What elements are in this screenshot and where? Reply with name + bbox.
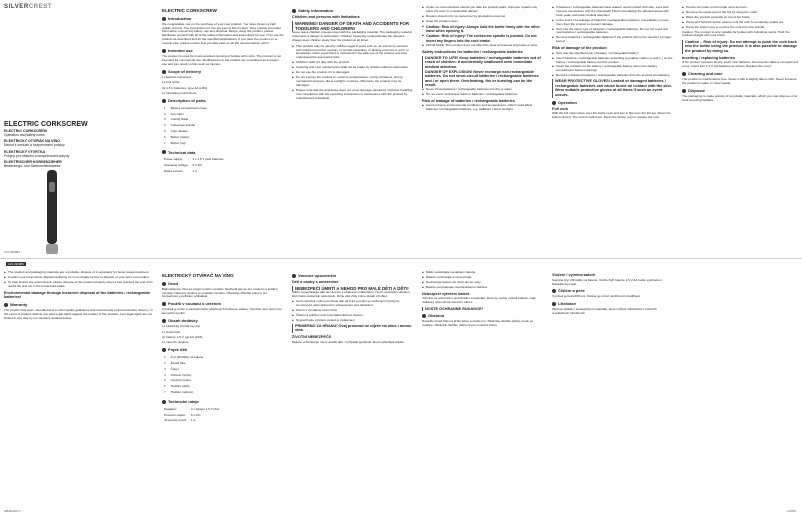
page-6	[4, 259, 154, 516]
list-item: ■ Nevhazujte baterie do ohně ani do vody.	[422, 281, 544, 285]
batt-text: If the product operates slowly, insert new batteries. Remove the battery compartment cover. Insert four 1.5 V AA batteries as shown. Replace the cover.	[682, 60, 799, 69]
disposal-text: The packaging is made entirely of recyclable materials, which you may dispose of at local recycling facilities.	[682, 93, 798, 102]
caution-item: ■ Caution: Risk of injury! The corkscrew spindle is pointed. Do not insert any fingers into the cork intake.	[422, 34, 544, 43]
warranty-text: The product has been manufactured to strict quality guidelines and meticulously examined before delivery. In the event of product defects you have legal rights against the retailer of this product. Your legal rights are not limited in any way by our warranty detailed below.	[4, 307, 153, 320]
bullet-icon	[162, 150, 166, 154]
list-item: ■ This product may be used by children aged 8 years and up, as well as by persons with reduced physical, sensory or mental capacities, or lacking experience and / or knowledge, when supervised or instructed in the safe use of the product and they understand the associated risks.	[292, 45, 414, 61]
subheading: Risk of damage of the product	[552, 46, 607, 51]
page-2	[292, 0, 414, 258]
bullet-icon	[162, 17, 166, 21]
section-heading: Technické údaje	[162, 400, 284, 404]
section-heading: Intended use	[162, 49, 284, 53]
list-item: ■ Baterie nezkratujte a neotevírejte.	[422, 276, 544, 280]
bullet-icon	[4, 303, 8, 307]
ian-badge: IAN 330984	[8, 262, 24, 266]
list-item: ■ Čištění a údržbu nesmí provádět děti bez dozoru.	[292, 314, 414, 318]
list-item: ■ Clean the contacts on the battery / rechargeable battery and in the battery compartment before inserting!	[552, 65, 674, 73]
bottom-spread	[0, 258, 802, 516]
subheading: Pull cork	[552, 106, 569, 111]
bullet-icon	[422, 314, 426, 318]
section-heading: Disposal	[682, 89, 800, 93]
gloves-text: WEAR PROTECTIVE GLOVES! Leaked or damaged batteries / rechargeable batteries can cause burns on contact with the skin. Wear suitable protective gloves at all times if such an event occurs.	[552, 79, 674, 97]
list-item: ■ Only use the specified type of battery / rechargeable battery!	[552, 52, 674, 56]
list-item: ■ Tento výrobek mohou používat děti od 8 let a osoby se sníženými fyzickými, smyslovými nebo duševními schopnostmi pod dohledem.	[292, 300, 414, 308]
use-text: The product is used for motor-assisted opening of bottles with corks. The product is not intended for commercial use. Modifications to the product are considered as improper use and can result in risks such as injuries.	[162, 54, 282, 66]
bullet-icon	[552, 302, 556, 306]
caution-text: Caution – Risk of injury: Do not attempt to push the cork back into the bottle using the product. It is also possible to damage the product by doing so.	[682, 40, 800, 54]
subheading: Safety instructions for batteries / rechargeable batteries	[422, 50, 523, 55]
warning-text: WARNING! DANGER OF DEATH AND ACCIDENTS FOR TODDLERS AND CHILDREN!	[292, 21, 414, 32]
danger-text: PRIMERNO ZA HRANU! Ovaj proizvod ne utječe na okus i aromu vina.	[292, 324, 414, 333]
warning-icon	[292, 9, 296, 13]
section-heading: Description of parts	[162, 99, 284, 103]
list-item: ■ The product and packaging materials are recyclable, dispose of it separately for better waste treatment.	[4, 271, 154, 275]
page-8	[292, 259, 414, 516]
list-item: ■ Do not exert mechanical loads to batteries / rechargeable batteries.	[422, 93, 544, 97]
subheading: Risk of leakage of batteries / rechargeable batteries	[422, 98, 515, 103]
step-item: ■ Put the foil cutter on the bottle neck and turn.	[682, 6, 800, 10]
delivery-item: 1x Operating instructions	[162, 90, 197, 95]
tech-table: Napájení: 4 x baterie 1,5 V (AA) Provozní napětí: 6 V DC Jmenovitý proud: 1 A	[164, 406, 220, 423]
corkscrew-illustration	[44, 170, 60, 256]
list-item: ■ Remove exhausted batteries / rechargeable batteries from the product immediately.	[552, 74, 674, 78]
delivery-item: 4x 1.5 V batteries, type AA (LR6)	[162, 85, 207, 90]
clean-text: The product is maintenance-free. Clean it with a slightly damp cloth. Never immerse the product in water or other liquids.	[682, 77, 797, 85]
parts-list: 1 Kryt přihrádky na baterie 2 Řezač fólie 3 Čepel 4 Vřeteno vývrtky 5 Uvolnění korku 6 Tlačítko (dolů) 7 Tlačítko (nahoru)	[164, 355, 204, 395]
intro-text: We congratulate you on the purchase of your new product. You have chosen a high quality product. The instructions for use are part of this product. They contain important information concerning safety, use and disposal. Before using the product, please familiarise yourself with all of the safety information and instructions for use. Only use the product as described and for the specified applications. If you pass the product on to anyone else, please ensure that you also pass on all the documentation with it.	[162, 21, 284, 46]
tech-table: Power supply: 4 x 1.5 V (AA) batteries Operating voltage: 6 V DC Rated current: 1 A	[164, 157, 224, 174]
delivery-item: 1x návod k obsluze	[162, 340, 189, 345]
delivery-item: 1x řezač fólie	[162, 329, 181, 334]
page-3	[422, 0, 544, 258]
parts-list: 1 Battery compartment cover 2 Foil cutter 3 Cutting blade 4 Corkscrew spindle 5 Cork release 6 Button (down) 7 Button (up)	[164, 105, 207, 145]
op-text: With the foil cutter place over the bottle neck and turn it. Remove the foil top. Press the button (down). The cork is pulled out. Press the button (up) to release the cork.	[552, 111, 671, 120]
subheading: Děti a osoby s omezeními	[292, 280, 339, 284]
section-heading: Cleaning and care	[682, 72, 800, 76]
section-heading: Čištění a péče	[552, 289, 674, 293]
use-text: Výrobek je určen k otevírání lahví uzavřených korkovou zátkou. Výrobek není určen pro komerční použití.	[162, 307, 282, 316]
op-text: Nasaďte řezač fólie na hrdlo lahve a otočte jím. Stiskněte tlačítko (dolů), korek se vytáhne. Stiskněte tlačítko (nahoru) pro uvolnění korku.	[422, 319, 534, 328]
list-item: ■ Do not expose the product to: extreme temperatures, strong vibrations, strong mechanical stresses, direct sunlight, moisture. Otherwise the product may be damaged.	[292, 76, 414, 88]
caution-item: ■ FOOD SAFE: This product does not affect the taste and aroma properties of wine.	[422, 44, 544, 48]
warning-body: Never leave children unsupervised with the packaging material. The packaging material represents a danger of suffocation. Children frequently underestimate the dangers. Always keep children away from the product at all times.	[292, 30, 412, 43]
page-9	[422, 259, 544, 516]
section-heading: Operation	[552, 101, 674, 105]
list-item: ■ Children shall not play with the product.	[292, 61, 414, 65]
page-title: ELECTRIC CORKSCREW	[162, 8, 217, 13]
page-title: ELEKTRICKÝ OTVÍRAČ NA VÍNO	[162, 273, 234, 278]
brand-main: SILVER	[4, 4, 29, 10]
ian-code: IAN 330984	[4, 250, 20, 255]
page-number: GB/IE/NI/CY	[4, 509, 21, 514]
bullet-icon	[682, 72, 686, 76]
list-item: ■ Never throw batteries / rechargeable batteries into fire or water.	[422, 88, 544, 92]
page-11	[682, 259, 800, 516]
language-item: ELECTRIC CORKSCREW Operation and safety notes	[4, 128, 47, 138]
bullet-icon	[162, 319, 166, 323]
list-item: ■ Contact your local refuse disposal authority for more details of how to dispose of your worn-out product.	[4, 276, 154, 280]
section-heading: Warranty	[4, 303, 154, 307]
warning-icon	[292, 274, 296, 278]
section-heading: Technical data	[162, 150, 284, 154]
section-heading: Varovné upozornění	[292, 274, 414, 278]
page-7	[162, 259, 284, 516]
bullet-icon	[162, 99, 166, 103]
list-item: ■ Repairs should only be carried out by specialist personnel.	[422, 15, 544, 19]
danger-text: DANGER TO LIFE! Keep batteries / rechargeable batteries out of reach of children. If accidentally swallowed seek immediate medical attention.	[422, 56, 544, 70]
section-heading: Scope of delivery	[162, 70, 284, 74]
cover-title: ELECTRIC CORKSCREW	[4, 120, 88, 128]
section-heading: Safety information	[292, 9, 414, 13]
subheading: Environmental damage through incorrect disposal of the batteries / rechargeable batteries!	[4, 290, 151, 300]
bullet-icon	[552, 101, 556, 105]
subheading: Vložení / výměna baterií	[552, 273, 596, 277]
caution-text: Caution: The product is only suitable for bottles with cylindrical necks. Hold the product straight with your hand.	[682, 29, 790, 38]
section-heading: Použití v souladu s určením	[162, 302, 284, 306]
list-item: ■ Do not use the product if it is damaged.	[292, 71, 414, 75]
list-item: ■ Remove batteries / rechargeable batteries if the product will not be used for a longer period.	[552, 36, 674, 44]
intro-text: Blahopřejeme Vám ke koupi nového výrobku. Rozhodli jste se pro moderní a kvalitní výrobek. Návod k obsluze je součástí výrobku. Obsahuje důležité pokyny pro bezpečnost, používání a likvidaci.	[162, 286, 278, 299]
section-heading: Obsah dodávky	[162, 319, 284, 323]
list-item: ■ Nepoužívejte výrobek, pokud je poškozený.	[292, 319, 414, 323]
page-number: CZ/SK	[787, 509, 796, 514]
list-item: ■ Cleaning and user maintenance shall not be made by children without supervision.	[292, 66, 414, 70]
clean-text: Výrobek je bezúdržbový. Čistěte jej mírně navlhčeným hadříkem.	[552, 294, 642, 299]
delivery-item: 4x baterie 1,5 V, typ AA (LR6)	[162, 334, 203, 339]
list-item: ■ Baterie nevystavujte mechanickému zatížení.	[422, 286, 544, 290]
list-item: ■ To help protect the environment, please dispose of the product properly when it has reached the end of its useful life and not in the household waste.	[4, 281, 154, 289]
bullet-icon	[162, 70, 166, 74]
bullet-icon	[552, 289, 556, 293]
list-item: ■ Insert batteries / rechargeable batteries according to polarity marks (+) and (–) on the battery / rechargeable battery and the product.	[552, 57, 674, 65]
section-heading: Popis dílů	[162, 348, 284, 352]
gloves-text: NOSTE OCHRANNÉ RUKAVICE!	[422, 307, 544, 312]
delivery-item: 1x Foil cutter	[162, 80, 180, 85]
step-item: ■ Press and hold the button (down) until the cork is completely pulled out.	[682, 21, 800, 25]
bullet-icon	[162, 49, 166, 53]
list-item: ■ In the event of a leakage of batteries / rechargeable batteries, immediately remove them from the product to prevent damage.	[552, 19, 674, 27]
page-1	[162, 0, 284, 258]
list-item: ■ Please note that the guarantee does not cover damage caused by improper handling, non-compliance with the operating instructions or interference with the product by unauthorised individuals.	[292, 89, 414, 101]
list-item: ■ Keep the product clean.	[422, 20, 544, 24]
step-item: ■ Press the button (up) to remove the cork from the spindle.	[682, 26, 800, 30]
list-item: ■ Under no circumstances should you take the product apart. Improper repairs may place the user in considerable danger.	[422, 6, 544, 14]
bullet-icon	[162, 302, 166, 306]
battery-text: Baterie uchovávejte mimo dosah dětí. V případě spolknutí ihned vyhledejte lékaře.	[292, 339, 405, 344]
delivery-item: 1x Electric corkscrew	[162, 74, 192, 79]
list-item: ■ Nikdy nedobíjejte nenabíjecí baterie.	[422, 271, 544, 275]
warning-body: Nikdy nenechávejte děti bez dozoru s obalovým materiálem. Hrozí nebezpečí udušení. Děti často podceňují nebezpečí. Držte děti vždy mimo dosah výrobku.	[292, 290, 411, 298]
page-4	[552, 0, 674, 258]
section-heading: Úvod	[162, 282, 284, 286]
bullet-icon	[162, 400, 166, 404]
step-item: ■ Remove the upper part of the foil by using the cutter.	[682, 11, 800, 15]
list-item: ■ Avoid extreme environmental conditions and temperatures, which could affect batteries / rechargeable batteries, e.g. radiators / direct sunlight.	[422, 104, 544, 112]
warning-text: NEBEZPEČÍ ÚMRTÍ A NEHOD PRO MALÉ DĚTI A DĚTI!	[292, 286, 414, 291]
batt-text: Sejměte kryt přihrádky na baterie. Vložte čtyři baterie 1,5 V AA podle vyobrazení. Nasaďte kryt zpět.	[552, 277, 663, 286]
page-10	[552, 259, 674, 516]
language-item: ELEKTRICKÝ VÝVRTKA Pokyny pro obsluhu a bezpečnostní pokyny	[4, 149, 70, 158]
caution-item: ■ Caution: Risk of injury! Always hold the bottle firmly with the other hand when opening it.	[422, 25, 544, 34]
subheading: ŽIVOTNÍ NEBEZPEČÍ!	[292, 335, 332, 340]
section-heading: Obsluha	[422, 314, 544, 318]
list-item: ■ Only use the same type of batteries / rechargeable batteries. Do not mix used and new batteries / rechargeable batteries.	[552, 28, 674, 36]
list-item: ■ If batteries / rechargeable batteries have leaked, avoid contact with skin, eyes and mucous membranes with the chemicals! Flush immediately the affected areas with fresh water and seek medical attention!	[552, 6, 674, 18]
bullet-icon	[682, 89, 686, 93]
bullet-icon	[162, 282, 166, 286]
page-5	[682, 0, 800, 258]
language-item: ELEKTRISCHER KORKENZIEHER Bedienungs- und Sicherheitshinweise	[4, 160, 62, 169]
subheading: Nebezpečí vytečení baterií	[422, 291, 470, 296]
section-heading: Likvidace	[552, 302, 674, 306]
bullet-icon	[162, 348, 166, 352]
brand-sub: CREST	[28, 4, 53, 10]
step-item: ■ Place the product vertically on top of the bottle.	[682, 16, 800, 20]
delivery-item: 1x elektrický otvírák na víno	[162, 324, 201, 329]
explosion-text: DANGER OF EXPLOSION! Never recharge non-rechargeable batteries. Do not short-circuit batteries / rechargeable batteries and / or open them. Overheating, fire or bursting can be the result.	[422, 70, 544, 88]
subheading: Inserting / replacing batteries	[682, 55, 735, 60]
subheading: Children and persons with limitations	[292, 15, 360, 19]
disposal-text: Obal se skládá z ekologických materiálů, které můžete zlikvidovat v místních recyklačních střediscích.	[552, 307, 657, 316]
leak-text: Vyhněte se extrémním podmínkám a teplotám, které by mohly ovlivnit baterie, např. radiátory nebo přímé sluneční záření.	[422, 296, 537, 305]
section-heading: Introduction	[162, 17, 284, 21]
cover-column	[4, 0, 154, 258]
list-item: ■ Děti si s výrobkem nesmí hrát.	[292, 309, 414, 313]
language-item: ELEKTRICKÝ OTVÍRÁK NA VÍNO Návod k obsluze a bezpečnostní pokyny	[4, 139, 65, 148]
